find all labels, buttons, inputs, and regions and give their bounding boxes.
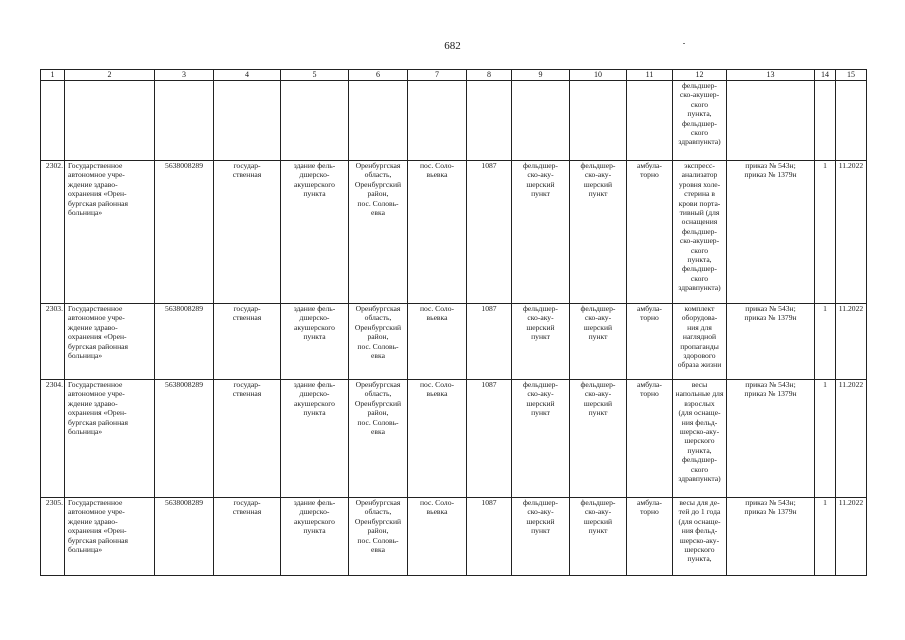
unit-name-cell: фельдшер- ско-аку- шерский пункт: [570, 380, 627, 498]
column-number: 10: [570, 70, 627, 81]
unit-type-cell: фельдшер- ско-аку- шерский пункт: [512, 161, 570, 304]
date-cell: 11.2022: [836, 498, 867, 576]
column-number: 11: [627, 70, 673, 81]
locality-cell: пос. Соло- вьевка: [408, 161, 467, 304]
scan-speck: [683, 43, 685, 44]
unit-name-cell: фельдшер- ско-аку- шерский пункт: [570, 498, 627, 576]
continuation-row: [41, 81, 867, 161]
institution-cell: Государственное автономное учре- ждение здраво- охранения «Орен- бургская районная больница»: [65, 498, 155, 576]
institution-cell: Государственное автономное учре- ждение здраво- охранения «Орен- бургская районная больница»: [65, 304, 155, 380]
address-cell: Оренбургская область, Оренбургский район, пос. Соловь- евка: [349, 498, 408, 576]
care-type-cell: амбула- торно: [627, 161, 673, 304]
date-cell: 11.2022: [836, 161, 867, 304]
table-row: [41, 304, 867, 380]
equipment-cell: весы для де- тей до 1 года (для оснаще- ния фельд- шерско-аку- шерского пункта,: [673, 498, 727, 576]
column-number: 5: [281, 70, 349, 81]
ownership-cell: государ- ственная: [214, 498, 281, 576]
unit-name-cell: фельдшер- ско-аку- шерский пункт: [570, 304, 627, 380]
ownership-cell: государ- ственная: [214, 380, 281, 498]
inn-cell: 5638008289: [155, 304, 214, 380]
table-row: [41, 161, 867, 304]
locality-cell: пос. Соло- вьевка: [408, 304, 467, 380]
quantity-cell: 1: [815, 498, 836, 576]
quantity-cell: 1: [815, 161, 836, 304]
institution-cell: Государственное автономное учре- ждение здраво- охранения «Орен- бургская районная больница»: [65, 161, 155, 304]
code-cell: 1087: [467, 304, 512, 380]
column-number: 8: [467, 70, 512, 81]
building-cell: здание фель- дшерско- акушерского пункта: [281, 498, 349, 576]
row-number-cell: 2305.: [41, 498, 65, 576]
registry-table: [40, 69, 867, 576]
order-cell: приказ № 543н; приказ № 1379н: [727, 498, 815, 576]
table-row: [41, 380, 867, 498]
column-number: 15: [836, 70, 867, 81]
care-type-cell: амбула- торно: [627, 498, 673, 576]
equipment-cell: экспресс- анализатор уровня холе- стерина в крови порта- тивный (для оснащения фельдшер- ско-акушер- ского пункта, фельдшер- ского здравпункта): [673, 161, 727, 304]
address-cell: Оренбургская область, Оренбургский район, пос. Соловь- евка: [349, 304, 408, 380]
institution-cell: Государственное автономное учре- ждение здраво- охранения «Орен- бургская районная больница»: [65, 380, 155, 498]
column-number: 7: [408, 70, 467, 81]
table-row: [41, 498, 867, 576]
inn-cell: 5638008289: [155, 498, 214, 576]
column-number: 6: [349, 70, 408, 81]
row-number-cell: 2302.: [41, 161, 65, 304]
building-cell: здание фель- дшерско- акушерского пункта: [281, 380, 349, 498]
column-number: 3: [155, 70, 214, 81]
inn-cell: 5638008289: [155, 380, 214, 498]
address-cell: Оренбургская область, Оренбургский район, пос. Соловь- евка: [349, 161, 408, 304]
column-number: 13: [727, 70, 815, 81]
column-number: 9: [512, 70, 570, 81]
unit-type-cell: фельдшер- ско-аку- шерский пункт: [512, 304, 570, 380]
building-cell: здание фель- дшерско- акушерского пункта: [281, 304, 349, 380]
ownership-cell: государ- ственная: [214, 304, 281, 380]
date-cell: 11.2022: [836, 380, 867, 498]
locality-cell: пос. Соло- вьевка: [408, 498, 467, 576]
equipment-cell: весы напольные для взрослых (для оснаще- ния фельд- шерско-аку- шерского пункта, фельдшер- ского здравпункта): [673, 380, 727, 498]
code-cell: 1087: [467, 498, 512, 576]
page-number: 682: [444, 40, 461, 52]
quantity-cell: 1: [815, 304, 836, 380]
row-number-cell: 2304.: [41, 380, 65, 498]
column-number: 14: [815, 70, 836, 81]
care-type-cell: амбула- торно: [627, 304, 673, 380]
column-number: 1: [41, 70, 65, 81]
address-cell: Оренбургская область, Оренбургский район, пос. Соловь- евка: [349, 380, 408, 498]
unit-name-cell: фельдшер- ско-аку- шерский пункт: [570, 161, 627, 304]
code-cell: 1087: [467, 161, 512, 304]
column-number-row: [41, 70, 867, 81]
unit-type-cell: фельдшер- ско-аку- шерский пункт: [512, 498, 570, 576]
locality-cell: пос. Соло- вьевка: [408, 380, 467, 498]
row-number-cell: 2303.: [41, 304, 65, 380]
code-cell: 1087: [467, 380, 512, 498]
equipment-cell: комплект оборудова- ния для наглядной пропаганды здорового образа жизни: [673, 304, 727, 380]
column-number: 2: [65, 70, 155, 81]
column-number: 4: [214, 70, 281, 81]
quantity-cell: 1: [815, 380, 836, 498]
date-cell: 11.2022: [836, 304, 867, 380]
order-cell: приказ № 543н; приказ № 1379н: [727, 161, 815, 304]
unit-type-cell: фельдшер- ско-аку- шерский пункт: [512, 380, 570, 498]
ownership-cell: государ- ственная: [214, 161, 281, 304]
inn-cell: 5638008289: [155, 161, 214, 304]
order-cell: приказ № 543н; приказ № 1379н: [727, 304, 815, 380]
building-cell: здание фель- дшерско- акушерского пункта: [281, 161, 349, 304]
column-number: 12: [673, 70, 727, 81]
equipment-cell: фельдшер- ско-акушер- ского пункта, фельдшер- ского здравпункта): [673, 81, 727, 161]
order-cell: приказ № 543н; приказ № 1379н: [727, 380, 815, 498]
care-type-cell: амбула- торно: [627, 380, 673, 498]
